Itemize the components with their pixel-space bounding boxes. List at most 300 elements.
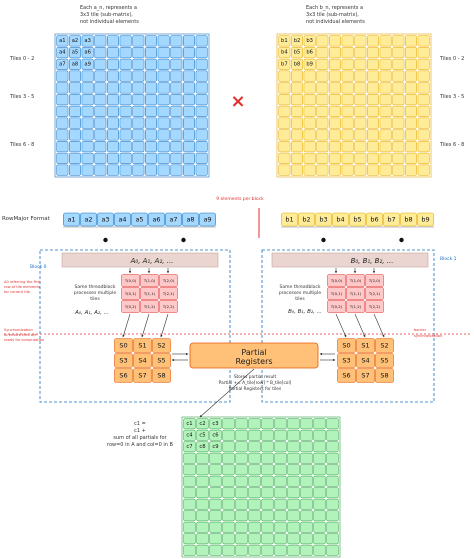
matrix-c-cell [249, 465, 261, 475]
matrix-b-cell [380, 59, 391, 70]
matrix-b-cell [380, 83, 391, 94]
matrix-c-cell [210, 476, 222, 486]
matrix-a-cell [57, 130, 68, 141]
matrix-c-tile-label: c4 [186, 432, 193, 439]
matrix-c-cell [184, 511, 196, 521]
matrix-a-cell [158, 83, 169, 94]
row-major-a-label: a3 [101, 215, 110, 224]
block-1-thread-label: T(0,1) [330, 291, 343, 296]
matrix-c-cell [275, 442, 287, 452]
matrix-c-cell [275, 419, 287, 429]
tile-label-b-0: Tiles 0 - 2 [440, 56, 465, 62]
matrix-c-cell [184, 465, 196, 475]
matrix-a-cell [196, 83, 207, 94]
matrix-a-cell [171, 165, 182, 176]
matrix-a-cell [158, 141, 169, 152]
row-major-a-label: a4 [118, 215, 127, 224]
matrix-b-cell [342, 59, 353, 70]
tile-label-a-0: Tiles 0 - 2 [10, 56, 35, 62]
matrix-b-cell [405, 47, 416, 58]
matrix-c-cell [262, 419, 274, 429]
block-1-desc-1: Same threadblock [279, 285, 321, 290]
matrix-c-cell [210, 545, 222, 555]
matrix-b-cell [405, 71, 416, 82]
matrix-b-cell [329, 83, 340, 94]
row-major-a-dot [103, 238, 107, 242]
matrix-b-cell [393, 106, 404, 117]
matrix-b-cell [279, 94, 290, 105]
matrix-b-cell [304, 153, 315, 164]
matrix-c-cell [314, 534, 326, 544]
matrix-a-cell [183, 59, 194, 70]
row-major-label: RowMajor Format [2, 216, 50, 222]
matrix-a-cell [57, 106, 68, 117]
matrix-c-cell [288, 442, 300, 452]
matrix-a-cell [57, 94, 68, 105]
matrix-c-cell [314, 499, 326, 509]
matrix-a-cell [171, 141, 182, 152]
block-0-register-label: S3 [119, 356, 128, 365]
matrix-a-cell [107, 153, 118, 164]
matrix-a-cell [183, 94, 194, 105]
matrix-b-cell [317, 71, 328, 82]
block-0-register-label: S6 [119, 371, 128, 380]
matrix-b-cell [355, 165, 366, 176]
matrix-a-tile-label: a9 [84, 61, 91, 68]
matrix-c-tile-label: c9 [212, 443, 219, 450]
matrix-a-cell [133, 118, 144, 129]
matrix-c-cell [262, 465, 274, 475]
matrix-c-cell [301, 488, 313, 498]
matrix-b-cell [317, 141, 328, 152]
row-major-a-label: a2 [84, 215, 93, 224]
matrix-b-cell [342, 36, 353, 47]
matrix-c-tile-label: c1 [186, 420, 193, 427]
matrix-a-cell [69, 141, 80, 152]
matrix-a-cell [171, 153, 182, 164]
row-major-a-label: a7 [169, 215, 178, 224]
matrix-b-cell [355, 141, 366, 152]
matrix-c-cell [314, 545, 326, 555]
row-major-a-label: a8 [186, 215, 195, 224]
block-0-thread-label: T(1,0) [143, 278, 156, 283]
matrix-b-cell [329, 130, 340, 141]
matrix-c-cell [223, 545, 235, 555]
matrix-b-cell [393, 47, 404, 58]
matrix-a-cell [57, 153, 68, 164]
row-major-b-label: b3 [319, 215, 328, 224]
matrix-a-cell [145, 118, 156, 129]
matrix-a-cell [95, 59, 106, 70]
matrix-b-cell [355, 36, 366, 47]
matrix-b-cell [329, 141, 340, 152]
block-1-register-label: S8 [380, 371, 389, 380]
matrix-b-cell [380, 106, 391, 117]
matrix-c-cell [184, 476, 196, 486]
thread-to-register-arrow [336, 314, 346, 337]
matrix-a-cell [120, 130, 131, 141]
matrix-b-cell [393, 165, 404, 176]
matrix-a-cell [171, 118, 182, 129]
block-1-register-label: S2 [380, 341, 389, 350]
matrix-c-cell [327, 534, 339, 544]
thread-grids [122, 275, 384, 313]
matrix-a-cell [183, 165, 194, 176]
matrix-b-cell [317, 47, 328, 58]
row-major-b-label: b7 [387, 215, 396, 224]
block-0-banner-text: A₀, A₁, A₂, ... [130, 257, 174, 265]
matrix-b-tile-label: b2 [293, 37, 301, 44]
matrix-c-cell [327, 511, 339, 521]
matrix-c-cell [236, 465, 248, 475]
row-major-b-dot [399, 238, 403, 242]
matrix-c-tile-label: c3 [212, 420, 219, 427]
matrix-a-cell [158, 130, 169, 141]
matrix-c-cell [249, 545, 261, 555]
matrix-a-cell [69, 94, 80, 105]
matrix-c-tile-label: c5 [199, 432, 206, 439]
matrix-b-cell [367, 106, 378, 117]
matrix-a-note-3: not individual elements [80, 19, 139, 25]
matrix-a-cell [145, 94, 156, 105]
matrix-a-cell [158, 59, 169, 70]
matrix-a-cell [196, 59, 207, 70]
matrix-b-cell [317, 83, 328, 94]
tile-label-b-1: Tiles 3 - 5 [440, 94, 465, 100]
matrix-c-cell [223, 499, 235, 509]
matrix-a-cell [95, 106, 106, 117]
block-1-register-label: S1 [361, 341, 370, 350]
matrix-a-cell [171, 71, 182, 82]
block-1-register-label: S0 [342, 341, 351, 350]
matrix-c-cell [249, 511, 261, 521]
matrix-b-cell [405, 106, 416, 117]
matrix-a-tile-label: a1 [59, 37, 66, 44]
matrix-a-cell [196, 94, 207, 105]
matrix-a-cell [171, 83, 182, 94]
matrix-b-cell [367, 59, 378, 70]
matrix-a-cell [120, 165, 131, 176]
matrix-c-cell [275, 534, 287, 544]
matrix-c-cell [236, 511, 248, 521]
block-0-register-label: S0 [119, 341, 128, 350]
matrix-a-cell [171, 106, 182, 117]
matrix-a-cell [95, 36, 106, 47]
block-1-thread-label: T(1,1) [349, 291, 362, 296]
matrix-c-cell [275, 545, 287, 555]
matrix-b-cell [279, 153, 290, 164]
matrix-a-cell [107, 130, 118, 141]
matrix-c-cell [288, 534, 300, 544]
matrix-a-cell [133, 47, 144, 58]
row-major-b-label: b5 [353, 215, 362, 224]
matrix-a-cell [69, 165, 80, 176]
matrix-b-cell [393, 83, 404, 94]
matrix-a-cell [107, 71, 118, 82]
matrix-c-cell [288, 545, 300, 555]
matrix-a-cell [82, 83, 93, 94]
block-1-seq: B₀, B₁, B₂, ... [288, 309, 322, 315]
stores-note-3: Partial Registers for tiles [228, 387, 282, 392]
matrix-c-cell [314, 419, 326, 429]
output-note-2: c1 + [134, 428, 146, 434]
matrix-b-cell [418, 71, 429, 82]
tile-label-a-1: Tiles 3 - 5 [10, 94, 35, 100]
matrix-a-cell [183, 71, 194, 82]
matrix-b-cell [342, 153, 353, 164]
matrix-a-cell [95, 141, 106, 152]
matrix-c-cell [275, 430, 287, 440]
matrix-b-cell [405, 165, 416, 176]
matrix-c-cell [210, 534, 222, 544]
matrix-a-cell [133, 141, 144, 152]
tile-label-b-2: Tiles 6 - 8 [440, 142, 465, 148]
matrix-b-cell [380, 130, 391, 141]
matrix-a-note-1: Each a_n, represents a [80, 5, 137, 11]
block-0-desc-2: processes multiple [73, 291, 117, 296]
matrix-c-cell [249, 488, 261, 498]
row-major-a-label: a6 [152, 215, 161, 224]
matrix-a-cell [82, 141, 93, 152]
matrix-b-cell [279, 106, 290, 117]
matrix-b-cell [329, 47, 340, 58]
matrix-a-cell [95, 130, 106, 141]
matrix-a-cell [107, 83, 118, 94]
matrix-c-cell [249, 522, 261, 532]
matrix-b-tile-label: b3 [306, 37, 313, 44]
matrix-c-cell [223, 419, 235, 429]
matrix-c-cell [327, 465, 339, 475]
matrix-c-cell [262, 453, 274, 463]
matrix-c-cell [301, 522, 313, 532]
matrix-a-cell [158, 94, 169, 105]
matrix-c-cell [314, 476, 326, 486]
matrix-a-cell [57, 165, 68, 176]
matrix-c-cell [301, 453, 313, 463]
block-0-register-label: S1 [138, 341, 147, 350]
block-0-side-note-3: for current tile [4, 290, 30, 294]
matrix-a-cell [158, 71, 169, 82]
matrix-a-cell [95, 94, 106, 105]
matrix-a-cell [158, 165, 169, 176]
matrix-c-cell [327, 522, 339, 532]
matrix-a-tile-label: a2 [71, 37, 79, 44]
row-major-b-label: b2 [302, 215, 311, 224]
block-1-register-label: S4 [361, 356, 370, 365]
block-0-thread-label: T(0,1) [124, 291, 137, 296]
matrix-a-cell [196, 141, 207, 152]
matrix-c-cell [223, 442, 235, 452]
sync-left-note-2: to ensure tiles are [4, 333, 37, 337]
matrix-b-cell [418, 47, 429, 58]
matrix-b-cell [291, 106, 302, 117]
matrix-a-cell [95, 71, 106, 82]
matrix-c-cell [288, 430, 300, 440]
matrix-a-cell [57, 141, 68, 152]
matrix-a-cell [95, 165, 106, 176]
matrix-b-cell [405, 130, 416, 141]
matrix-b-cell [329, 118, 340, 129]
matrix-b-cell [405, 83, 416, 94]
matrix-a-cell [95, 118, 106, 129]
matrix-c-cell [197, 465, 209, 475]
row-major-a-label: a5 [135, 215, 144, 224]
matrix-a-cell [133, 130, 144, 141]
matrix-b-cell [342, 165, 353, 176]
matrix-a-cell [196, 165, 207, 176]
matrix-a-cell [95, 153, 106, 164]
matrix-b-note-2: 3x3 tile (sub-matrix), [306, 12, 359, 18]
matrix-a-cell [120, 153, 131, 164]
matrix-b-cell [380, 47, 391, 58]
matrix-a-cell [145, 71, 156, 82]
matrix-c-cell [236, 522, 248, 532]
matrix-c-cell [197, 488, 209, 498]
matrix-b-cell [418, 94, 429, 105]
matrix-b-cell [329, 153, 340, 164]
stores-note-1: Stores partial result [233, 375, 277, 380]
tile-label-a-2: Tiles 6 - 8 [10, 142, 35, 148]
block-0-thread-label: T(0,0) [124, 278, 137, 283]
matrix-a-cell [183, 141, 194, 152]
matrix-c-cell [184, 522, 196, 532]
matrix-a-note-2: 3x3 tile (sub-matrix), [80, 12, 133, 18]
matrix-a-cell [95, 83, 106, 94]
matrix-a-cell [158, 153, 169, 164]
matrix-b-cell [342, 47, 353, 58]
matrix-b-tile-label: b5 [293, 49, 301, 56]
matrix-b-cell [355, 83, 366, 94]
matrix-b-tile-label: b9 [306, 61, 313, 68]
block-0-seq: A₀, A₁, A₂, ... [75, 310, 109, 316]
matrix-c-cell [288, 488, 300, 498]
matrix-b-tile-label: b6 [306, 49, 313, 56]
matrix-b-cell [355, 118, 366, 129]
block-1-label: Block 1 [440, 257, 457, 262]
matrix-c-cell [301, 465, 313, 475]
matrix-b-cell [367, 36, 378, 47]
thread-to-register-arrow [161, 314, 168, 337]
matrix-c-cell [223, 430, 235, 440]
row-major-b-label: b6 [370, 215, 379, 224]
block-0-register-label: S8 [157, 371, 166, 380]
output-note-1: c1 = [134, 421, 146, 427]
matrix-c-cell [275, 453, 287, 463]
block-0-desc-3: tiles [90, 297, 100, 302]
matrix-c-tile-label: c8 [199, 443, 206, 450]
block-0-thread-label: T(0,2) [124, 304, 137, 309]
matrix-a-cell [82, 71, 93, 82]
matrix-b-cell [405, 59, 416, 70]
matrix-a-cell [107, 165, 118, 176]
block-1-banner-text: B₀, B₁, B₂, ... [350, 257, 394, 265]
matrix-c-cell [223, 511, 235, 521]
matrix-c-cell [236, 442, 248, 452]
matrix-c-cell [223, 488, 235, 498]
matrix-b-cell [279, 165, 290, 176]
matrix-a-cell [196, 36, 207, 47]
matrix-c-cell [262, 522, 274, 532]
matrix-a-cell [196, 106, 207, 117]
matrix-c-cell [327, 442, 339, 452]
thread-to-register-arrow [123, 314, 130, 337]
matrix-c-cell [262, 499, 274, 509]
matrix-b-cell [329, 36, 340, 47]
matrix-c-cell [275, 465, 287, 475]
matrix-b-cell [418, 165, 429, 176]
thread-to-register-arrow [142, 314, 149, 337]
matrix-a-cell [69, 118, 80, 129]
matrix-b-cell [367, 71, 378, 82]
matrix-c-cell [197, 534, 209, 544]
matrix-a-cell [120, 118, 131, 129]
block-0-thread-label: T(1,2) [143, 304, 156, 309]
matrix-b-cell [279, 130, 290, 141]
sync-left-note-1: Synchronization [4, 328, 33, 332]
matrix-b-cell [393, 94, 404, 105]
matrix-c-cell [288, 522, 300, 532]
matrix-b-cell [418, 130, 429, 141]
matrix-b-cell [405, 141, 416, 152]
matrix-b-cell [355, 130, 366, 141]
row-major-strips [63, 213, 434, 242]
sync-right-note-2: synchronization [414, 334, 443, 338]
matrix-b-cell [304, 165, 315, 176]
matrix-c-cell [249, 499, 261, 509]
matrix-c-cell [197, 476, 209, 486]
matrix-a-cell [183, 83, 194, 94]
matrix-b-cell [418, 106, 429, 117]
matrix-c-tile-label: c7 [186, 443, 193, 450]
matrix-a-cell [82, 118, 93, 129]
matrix-a-cell [133, 106, 144, 117]
matrix-a-cell [183, 153, 194, 164]
matrix-a-cell [196, 118, 207, 129]
matrix-a-cell [120, 141, 131, 152]
matrix-c-cell [314, 453, 326, 463]
matrix-b-cell [279, 71, 290, 82]
matrix-a-cell [107, 118, 118, 129]
matrix-a-cell [82, 153, 93, 164]
matrix-a-cell [107, 141, 118, 152]
matrix-b-cell [367, 153, 378, 164]
matrix-b-cell [317, 118, 328, 129]
matrix-b-cell [355, 106, 366, 117]
matrix-c-cell [262, 534, 274, 544]
matrix-a-cell [133, 59, 144, 70]
matrix-b-cell [418, 153, 429, 164]
sync-right-note-1: barrier [414, 328, 427, 332]
matrix-b-note-3: not individual elements [306, 19, 365, 25]
matrix-b-tile-label: b7 [281, 61, 288, 68]
row-major-b-label: b8 [404, 215, 413, 224]
block-0-register-label: S5 [157, 356, 166, 365]
matrix-a-cell [120, 106, 131, 117]
matrix-c-cell [236, 534, 248, 544]
partial-to-output-arrow [200, 369, 254, 417]
matrix-b-cell [355, 94, 366, 105]
row-major-b-label: b1 [285, 215, 294, 224]
matrix-c-tile-label: c2 [199, 420, 206, 427]
matrix-a-cell [107, 106, 118, 117]
matrix-c-cell [223, 453, 235, 463]
matrix-b-cell [279, 118, 290, 129]
matrix-c-cell [275, 488, 287, 498]
matrix-b-cell [380, 165, 391, 176]
output-note-4: row=0 in A and col=0 in B [107, 442, 173, 448]
partial-registers-label-2: Registers [235, 357, 273, 366]
matrix-c-cell [301, 534, 313, 544]
